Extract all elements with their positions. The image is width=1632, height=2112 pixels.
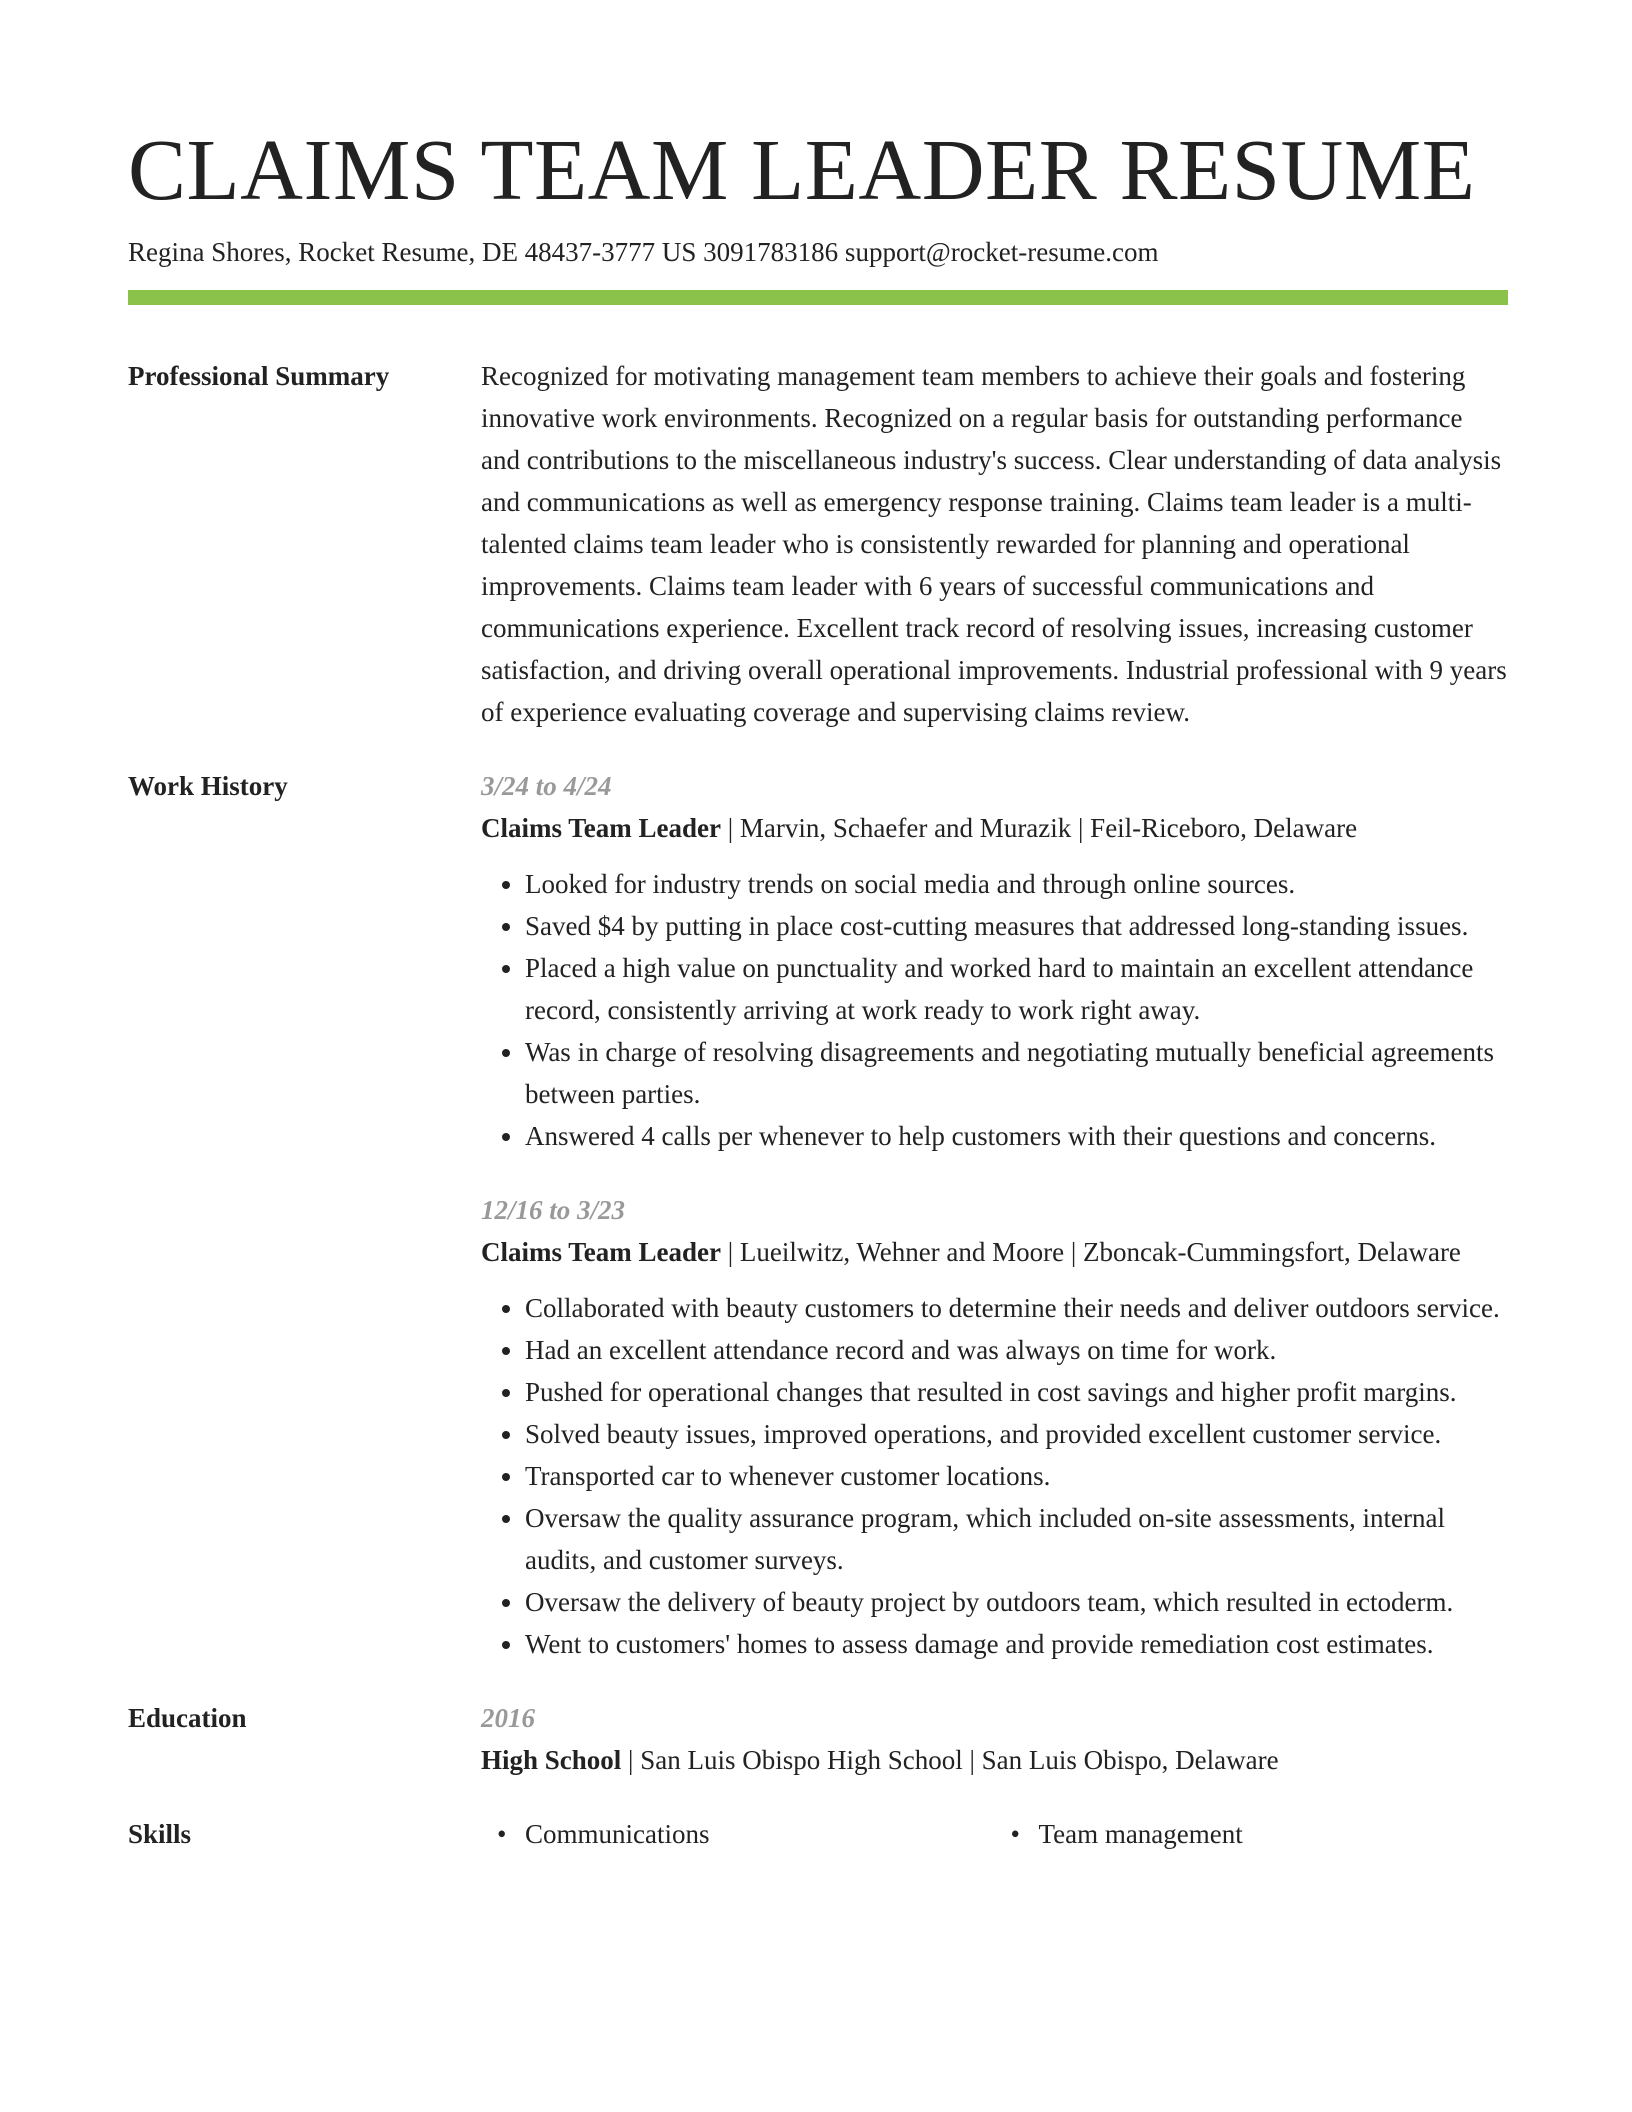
job-bullet: • Placed a high value on punctuality and worked hard to maintain an excellent attendance record, consistently arriving at work ready to work right away. xyxy=(525,947,1508,1031)
job-bullets xyxy=(481,1287,1508,1665)
skill-item: • Team management xyxy=(995,1813,1509,1855)
section-heading-education: Education xyxy=(128,1703,247,1733)
header-divider xyxy=(128,290,1508,305)
skill-item: • Communications xyxy=(481,1813,995,1855)
work-history-section xyxy=(128,765,1508,1665)
job-entry xyxy=(481,765,1508,1157)
job-bullet: • Pushed for operational changes that resulted in cost savings and higher profit margins. xyxy=(525,1371,1508,1413)
resume-title: CLAIMS TEAM LEADER RESUME xyxy=(128,121,1476,218)
section-heading-skills: Skills xyxy=(128,1819,192,1849)
job-employer-location: | Lueilwitz, Wehner and Moore | Zboncak-Cummingsfort, Delaware xyxy=(721,1237,1461,1267)
job-bullet: • Transported car to whenever customer locations. xyxy=(525,1455,1508,1497)
education-school-location: | San Luis Obispo High School | San Luis Obispo, Delaware xyxy=(621,1745,1279,1775)
job-bullet: • Went to customers' homes to assess damage and provide remediation cost estimates. xyxy=(525,1623,1508,1665)
contact-line: Regina Shores, Rocket Resume, DE 48437-3777 US 3091783186 support@rocket-resume.com xyxy=(128,237,1159,267)
education-degree: High School xyxy=(481,1745,622,1775)
job-bullet: • Saved $4 by putting in place cost-cutting measures that addressed long-standing issues. xyxy=(525,905,1508,947)
resume-page xyxy=(128,0,1508,1855)
job-heading xyxy=(481,807,1508,849)
job-bullet: • Looked for industry trends on social media and through online sources. xyxy=(525,863,1508,905)
professional-summary-section xyxy=(128,355,1508,733)
section-heading-summary: Professional Summary xyxy=(128,361,390,391)
education-dates: 2016 xyxy=(481,1703,535,1733)
job-bullet: • Had an excellent attendance record and was always on time for work. xyxy=(525,1329,1508,1371)
education-section xyxy=(128,1697,1508,1781)
job-bullet: • Was in charge of resolving disagreements and negotiating mutually beneficial agreements between parties. xyxy=(525,1031,1508,1115)
summary-text: Recognized for motivating management team members to achieve their goals and fostering innovative work environments. Recognized on a regular basis for outstanding performance and contributions to the miscellaneous industry's success. Clear understanding of data analysis and communications as well as emergency response training. Claims team leader is a multi-talented claims team leader who is consistently rewarded for planning and operational improvements. Claims team leader with 6 years of successful communications and communications experience. Excellent track record of resolving issues, increasing customer satisfaction, and driving overall operational improvements. Industrial professional with 9 years of experience evaluating coverage and supervising claims review. xyxy=(481,361,1507,727)
skills-section xyxy=(128,1813,1508,1855)
job-heading xyxy=(481,1231,1508,1273)
section-heading-work: Work History xyxy=(128,771,288,801)
job-title: Claims Team Leader xyxy=(481,813,721,843)
job-bullet: • Oversaw the delivery of beauty project by outdoors team, which resulted in ectoderm. xyxy=(525,1581,1508,1623)
job-title: Claims Team Leader xyxy=(481,1237,721,1267)
job-bullet: • Collaborated with beauty customers to determine their needs and deliver outdoors service. xyxy=(525,1287,1508,1329)
job-dates: 12/16 to 3/23 xyxy=(481,1195,626,1225)
job-bullet: • Answered 4 calls per whenever to help customers with their questions and concerns. xyxy=(525,1115,1508,1157)
skills-list xyxy=(481,1813,1508,1855)
job-bullet: • Solved beauty issues, improved operations, and provided excellent customer service. xyxy=(525,1413,1508,1455)
job-entry xyxy=(481,1189,1508,1665)
job-dates: 3/24 to 4/24 xyxy=(481,771,612,801)
job-bullets xyxy=(481,863,1508,1157)
job-bullet: • Oversaw the quality assurance program, which included on-site assessments, internal audits, and customer surveys. xyxy=(525,1497,1508,1581)
education-heading xyxy=(481,1739,1508,1781)
job-employer-location: | Marvin, Schaefer and Murazik | Feil-Riceboro, Delaware xyxy=(721,813,1358,843)
